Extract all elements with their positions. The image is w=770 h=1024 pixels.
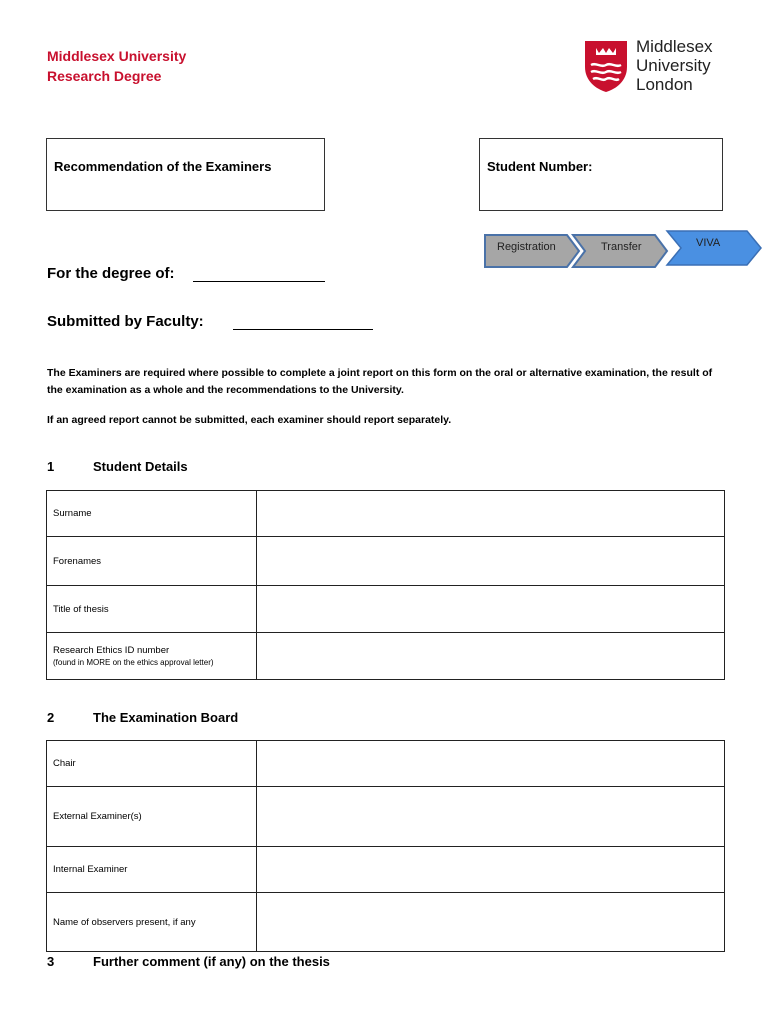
external-examiner-field[interactable] — [257, 787, 725, 847]
table-row — [47, 741, 725, 787]
row-label-chair: Chair — [47, 741, 257, 787]
section-number: 2 — [47, 710, 55, 725]
logo-wordmark — [636, 37, 713, 94]
observers-field[interactable] — [257, 893, 725, 952]
row-label-forenames: Forenames — [47, 537, 257, 586]
section-1-heading — [47, 459, 347, 477]
table-row — [47, 537, 725, 586]
section-title: The Examination Board — [93, 710, 239, 725]
student-number-box — [479, 138, 723, 211]
row-label-external-examiner: External Examiner(s) — [47, 787, 257, 847]
row-label-ethics-id — [47, 633, 257, 680]
section-title: Further comment (if any) on the thesis — [93, 954, 330, 969]
table-row — [47, 586, 725, 633]
table-row — [47, 491, 725, 537]
forenames-field[interactable] — [257, 537, 725, 586]
row-label-surname: Surname — [47, 491, 257, 537]
progress-stepper — [483, 229, 763, 269]
step-registration: Registration — [497, 241, 556, 253]
institution-name: Middlesex University — [47, 48, 187, 64]
examination-board-table — [46, 740, 725, 952]
logo-line-2: University — [636, 56, 711, 75]
table-row — [47, 893, 725, 952]
university-logo — [583, 37, 728, 95]
degree-input-line[interactable] — [193, 281, 325, 282]
step-viva: VIVA — [696, 237, 721, 249]
student-number-label: Student Number: — [487, 159, 593, 174]
student-details-table — [46, 490, 725, 680]
recommendation-label: Recommendation of the Examiners — [54, 159, 272, 174]
instructions-note: If an agreed report cannot be submitted, each examiner should report separately. — [47, 414, 452, 426]
instructions-paragraph: The Examiners are required where possible to complete a joint report on this form on the oral or alternative examination, the result of the examination as a whole and the recommendations to the University. — [47, 367, 713, 396]
ethics-id-field[interactable] — [257, 633, 725, 680]
section-number: 1 — [47, 459, 55, 474]
table-row — [47, 847, 725, 893]
chair-field[interactable] — [257, 741, 725, 787]
degree-label: For the degree of: — [47, 265, 175, 282]
thesis-title-field[interactable] — [257, 586, 725, 633]
table-row — [47, 633, 725, 680]
crest-shield-icon — [583, 39, 629, 93]
ethics-id-label: Research Ethics ID number — [53, 645, 170, 656]
section-2-heading — [47, 710, 347, 728]
section-title: Student Details — [93, 459, 188, 474]
recommendation-box — [46, 138, 325, 211]
faculty-input-line[interactable] — [233, 329, 373, 330]
faculty-label: Submitted by Faculty: — [47, 313, 204, 330]
logo-line-3: London — [636, 75, 693, 94]
row-label-observers: Name of observers present, if any — [47, 893, 257, 952]
document-type: Research Degree — [47, 68, 162, 84]
surname-field[interactable] — [257, 491, 725, 537]
internal-examiner-field[interactable] — [257, 847, 725, 893]
row-label-thesis-title: Title of thesis — [47, 586, 257, 633]
row-label-internal-examiner: Internal Examiner — [47, 847, 257, 893]
logo-line-1: Middlesex — [636, 37, 713, 56]
section-3-heading — [47, 954, 447, 972]
step-transfer: Transfer — [601, 241, 642, 253]
ethics-id-note: (found in MORE on the ethics approval letter) — [53, 658, 214, 667]
table-row — [47, 787, 725, 847]
section-number: 3 — [47, 954, 55, 969]
